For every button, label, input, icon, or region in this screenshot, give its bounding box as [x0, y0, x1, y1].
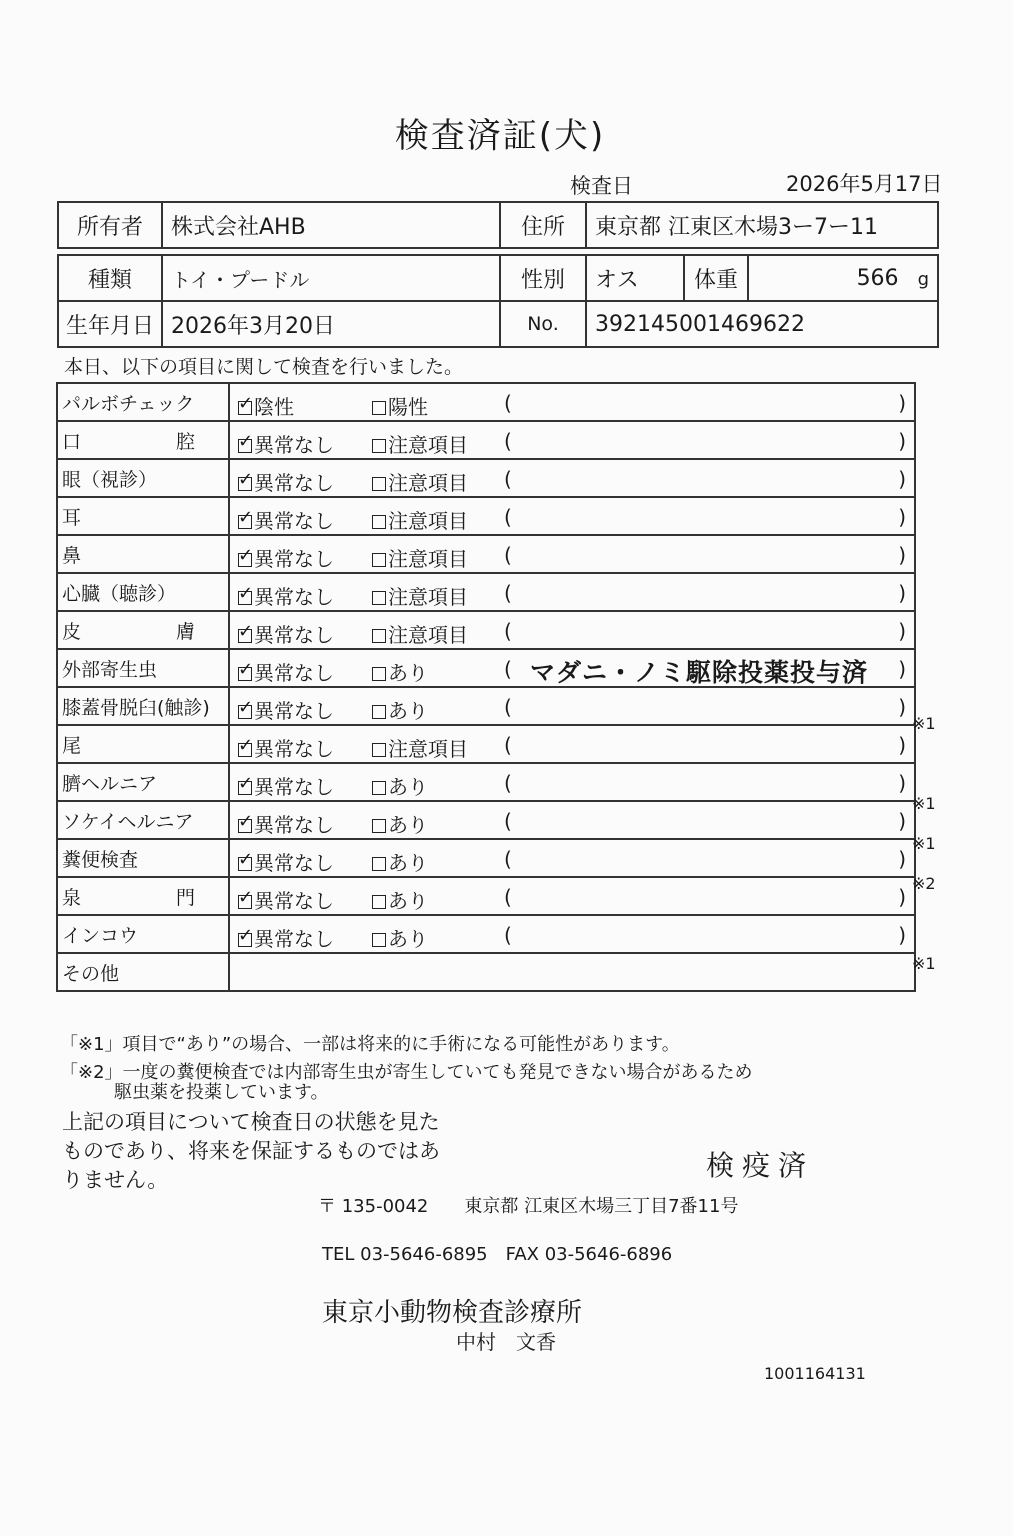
breed-label: 種類: [58, 255, 162, 301]
check-result: [229, 611, 915, 649]
empty-box-icon: [372, 781, 386, 795]
check-row: [57, 953, 915, 991]
check-result: [229, 915, 915, 953]
option-flag: [372, 733, 468, 762]
checked-box-icon: [238, 667, 252, 681]
check-row: [57, 421, 915, 459]
no-value: 392145001469622: [586, 301, 938, 347]
check-note: マダニ・ノミ駆除投薬投与済: [530, 658, 869, 687]
disclaimer: 上記の項目について検査日の状態を見たものであり、将来を保証するものではありません。: [62, 1110, 440, 1192]
check-result: [229, 687, 915, 725]
checks-table: [56, 382, 916, 992]
check-row: [57, 839, 915, 877]
option-normal-label: 異常なし: [254, 471, 334, 495]
option-flag-label: あり: [388, 813, 428, 837]
option-flag-label: あり: [388, 889, 428, 913]
address-label: 住所: [500, 202, 586, 248]
check-row: [57, 687, 915, 725]
paren-open: (: [504, 657, 512, 681]
option-normal-label: 異常なし: [254, 623, 334, 647]
check-result: [229, 953, 915, 991]
option-normal-label: 異常なし: [254, 585, 334, 609]
checked-box-icon: [238, 857, 252, 871]
option-normal: [238, 657, 334, 686]
option-normal: [238, 391, 294, 420]
option-normal-label: 異常なし: [254, 737, 334, 761]
option-flag-label: あり: [388, 927, 428, 951]
option-normal: [238, 885, 334, 914]
note-mark: ※1: [912, 794, 936, 813]
paren-close: ): [898, 923, 906, 947]
check-result: [229, 877, 915, 915]
paren-close: ): [898, 847, 906, 871]
empty-box-icon: [372, 553, 386, 567]
option-flag: [372, 847, 428, 876]
check-result: [229, 763, 915, 801]
check-item-label: 耳: [57, 497, 229, 535]
empty-box-icon: [372, 667, 386, 681]
checked-box-icon: [238, 743, 252, 757]
option-flag: [372, 467, 468, 496]
animal-table: [57, 254, 939, 348]
paren-open: (: [504, 581, 512, 605]
checked-box-icon: [238, 933, 252, 947]
check-item-label: 臍ヘルニア: [57, 763, 229, 801]
option-normal-label: 陰性: [254, 395, 294, 419]
check-result: [229, 383, 915, 421]
paren-close: ): [898, 733, 906, 757]
check-row: [57, 573, 915, 611]
option-flag-label: 注意項目: [388, 547, 468, 571]
check-item-label: ソケイヘルニア: [57, 801, 229, 839]
check-row: [57, 877, 915, 915]
footnote-1: 「※1」項目で“あり”の場合、一部は将来的に手術になる可能性があります。: [60, 1034, 680, 1055]
empty-box-icon: [372, 629, 386, 643]
check-result: [229, 421, 915, 459]
check-result: [229, 497, 915, 535]
paren-close: ): [898, 809, 906, 833]
option-normal: [238, 847, 334, 876]
checked-box-icon: [238, 515, 252, 529]
check-item-label: 心臓（聴診）: [57, 573, 229, 611]
option-normal: [238, 505, 334, 534]
birth-label: 生年月日: [58, 301, 162, 347]
paren-open: (: [504, 467, 512, 491]
paren-close: ): [898, 885, 906, 909]
paren-open: (: [504, 923, 512, 947]
option-flag: [372, 619, 468, 648]
note-mark: ※2: [912, 874, 936, 893]
empty-box-icon: [372, 439, 386, 453]
option-normal-label: 異常なし: [254, 889, 334, 913]
paren-close: ): [898, 619, 906, 643]
option-flag: [372, 543, 468, 572]
empty-box-icon: [372, 933, 386, 947]
option-flag-label: 注意項目: [388, 471, 468, 495]
option-normal-label: 異常なし: [254, 433, 334, 457]
clinic-name: 東京小動物検査診療所: [322, 1298, 583, 1328]
quarantine-stamp: 検疫済: [706, 1149, 815, 1182]
option-normal-label: 異常なし: [254, 851, 334, 875]
paren-close: ): [898, 467, 906, 491]
paren-open: (: [504, 885, 512, 909]
sex-label: 性別: [500, 255, 586, 301]
empty-box-icon: [372, 819, 386, 833]
checked-box-icon: [238, 781, 252, 795]
empty-box-icon: [372, 705, 386, 719]
check-item-label: 鼻: [57, 535, 229, 573]
checked-box-icon: [238, 819, 252, 833]
checked-box-icon: [238, 895, 252, 909]
weight-unit: g: [917, 268, 929, 290]
check-result: [229, 459, 915, 497]
option-flag: [372, 505, 468, 534]
option-normal-label: 異常なし: [254, 661, 334, 685]
check-item-label: 口 腔: [57, 421, 229, 459]
option-normal: [238, 809, 334, 838]
paren-open: (: [504, 619, 512, 643]
paren-close: ): [898, 695, 906, 719]
checked-box-icon: [238, 629, 252, 643]
option-flag: [372, 695, 428, 724]
option-flag: [372, 771, 428, 800]
owner-value: 株式会社AHB: [162, 202, 500, 248]
checked-box-icon: [238, 553, 252, 567]
check-item-label: 尾: [57, 725, 229, 763]
birth-value: 2026年3月20日: [162, 301, 500, 347]
check-row: [57, 535, 915, 573]
option-flag-label: 注意項目: [388, 623, 468, 647]
check-item-label: パルボチェック: [57, 383, 229, 421]
check-item-label: インコウ: [57, 915, 229, 953]
option-flag-label: あり: [388, 699, 428, 723]
check-row: [57, 915, 915, 953]
weight-value: 566: [856, 265, 899, 291]
option-normal: [238, 429, 334, 458]
paren-close: ): [898, 543, 906, 567]
paren-open: (: [504, 771, 512, 795]
option-flag-label: 注意項目: [388, 585, 468, 609]
paren-open: (: [504, 543, 512, 567]
option-flag-label: 陽性: [388, 395, 428, 419]
weight-cell: [748, 255, 938, 301]
footnote-2: 「※2」一度の糞便検査では内部寄生虫が寄生していても発見できない場合があるため: [60, 1062, 753, 1083]
option-normal: [238, 543, 334, 572]
owner-table: [57, 201, 939, 249]
breed-value: トイ・プードル: [162, 255, 500, 301]
option-flag: [372, 657, 428, 686]
checked-box-icon: [238, 705, 252, 719]
option-flag: [372, 809, 428, 838]
note-mark: ※1: [912, 714, 936, 733]
paren-open: (: [504, 505, 512, 529]
serial-number: 1001164131: [764, 1364, 866, 1383]
option-flag: [372, 581, 468, 610]
check-result: [229, 649, 915, 687]
check-row: [57, 649, 915, 687]
empty-box-icon: [372, 857, 386, 871]
option-normal-label: 異常なし: [254, 927, 334, 951]
weight-label: 体重: [684, 255, 748, 301]
check-item-label: 糞便検査: [57, 839, 229, 877]
inspection-date-label: 検査日: [570, 174, 633, 198]
check-item-label: 膝蓋骨脱臼(触診): [57, 687, 229, 725]
check-result: [229, 839, 915, 877]
option-flag: [372, 923, 428, 952]
option-normal-label: 異常なし: [254, 775, 334, 799]
check-item-label: その他: [57, 953, 229, 991]
option-normal: [238, 581, 334, 610]
inspection-date: 2026年5月17日: [786, 172, 943, 196]
option-flag: [372, 391, 428, 420]
page-title: 検査済証(犬): [394, 116, 606, 156]
option-normal: [238, 771, 334, 800]
option-normal-label: 異常なし: [254, 547, 334, 571]
check-row: [57, 459, 915, 497]
footnote-3: 駆虫薬を投薬しています。: [60, 1082, 329, 1103]
check-result: [229, 725, 915, 763]
doctor-name: 中村 文香: [456, 1330, 556, 1354]
paren-open: (: [504, 733, 512, 757]
option-normal: [238, 695, 334, 724]
paren-close: ): [898, 771, 906, 795]
check-row: [57, 801, 915, 839]
option-flag: [372, 885, 428, 914]
option-normal: [238, 619, 334, 648]
empty-box-icon: [372, 477, 386, 491]
option-flag: [372, 429, 468, 458]
checked-box-icon: [238, 477, 252, 491]
check-item-label: 外部寄生虫: [57, 649, 229, 687]
address-value: 東京都 江東区木場3ー7ー11: [586, 202, 938, 248]
check-result: [229, 573, 915, 611]
option-normal-label: 異常なし: [254, 699, 334, 723]
paren-close: ): [898, 429, 906, 453]
check-row: [57, 497, 915, 535]
paren-open: (: [504, 847, 512, 871]
option-flag-label: あり: [388, 775, 428, 799]
note-mark: ※1: [912, 954, 936, 973]
option-normal: [238, 923, 334, 952]
check-row: [57, 763, 915, 801]
option-flag-label: あり: [388, 851, 428, 875]
sex-value: オス: [586, 255, 684, 301]
checked-box-icon: [238, 401, 252, 415]
clinic-address: 〒 135-0042 東京都 江東区木場三丁目7番11号: [318, 1196, 739, 1217]
check-row: [57, 725, 915, 763]
checked-box-icon: [238, 439, 252, 453]
note-mark: ※1: [912, 834, 936, 853]
paren-open: (: [504, 429, 512, 453]
no-label: No.: [500, 301, 586, 347]
empty-box-icon: [372, 401, 386, 415]
option-normal-label: 異常なし: [254, 509, 334, 533]
option-flag-label: 注意項目: [388, 509, 468, 533]
option-normal: [238, 733, 334, 762]
check-item-label: 眼（視診）: [57, 459, 229, 497]
paren-open: (: [504, 391, 512, 415]
check-item-label: 皮 膚: [57, 611, 229, 649]
option-normal: [238, 467, 334, 496]
empty-box-icon: [372, 743, 386, 757]
clinic-phone: TEL 03-5646-6895 FAX 03-5646-6896: [322, 1244, 673, 1265]
owner-label: 所有者: [58, 202, 162, 248]
option-normal-label: 異常なし: [254, 813, 334, 837]
empty-box-icon: [372, 895, 386, 909]
option-flag-label: 注意項目: [388, 737, 468, 761]
paren-close: ): [898, 391, 906, 415]
check-item-label: 泉 門: [57, 877, 229, 915]
check-result: [229, 535, 915, 573]
intro-text: 本日、以下の項目に関して検査を行いました。: [64, 356, 464, 378]
paren-close: ): [898, 581, 906, 605]
paren-open: (: [504, 695, 512, 719]
check-row: [57, 383, 915, 421]
check-row: [57, 611, 915, 649]
empty-box-icon: [372, 591, 386, 605]
check-result: [229, 801, 915, 839]
paren-open: (: [504, 809, 512, 833]
checked-box-icon: [238, 591, 252, 605]
paren-close: ): [898, 505, 906, 529]
paren-close: ): [898, 657, 906, 681]
option-flag-label: 注意項目: [388, 433, 468, 457]
empty-box-icon: [372, 515, 386, 529]
option-flag-label: あり: [388, 661, 428, 685]
